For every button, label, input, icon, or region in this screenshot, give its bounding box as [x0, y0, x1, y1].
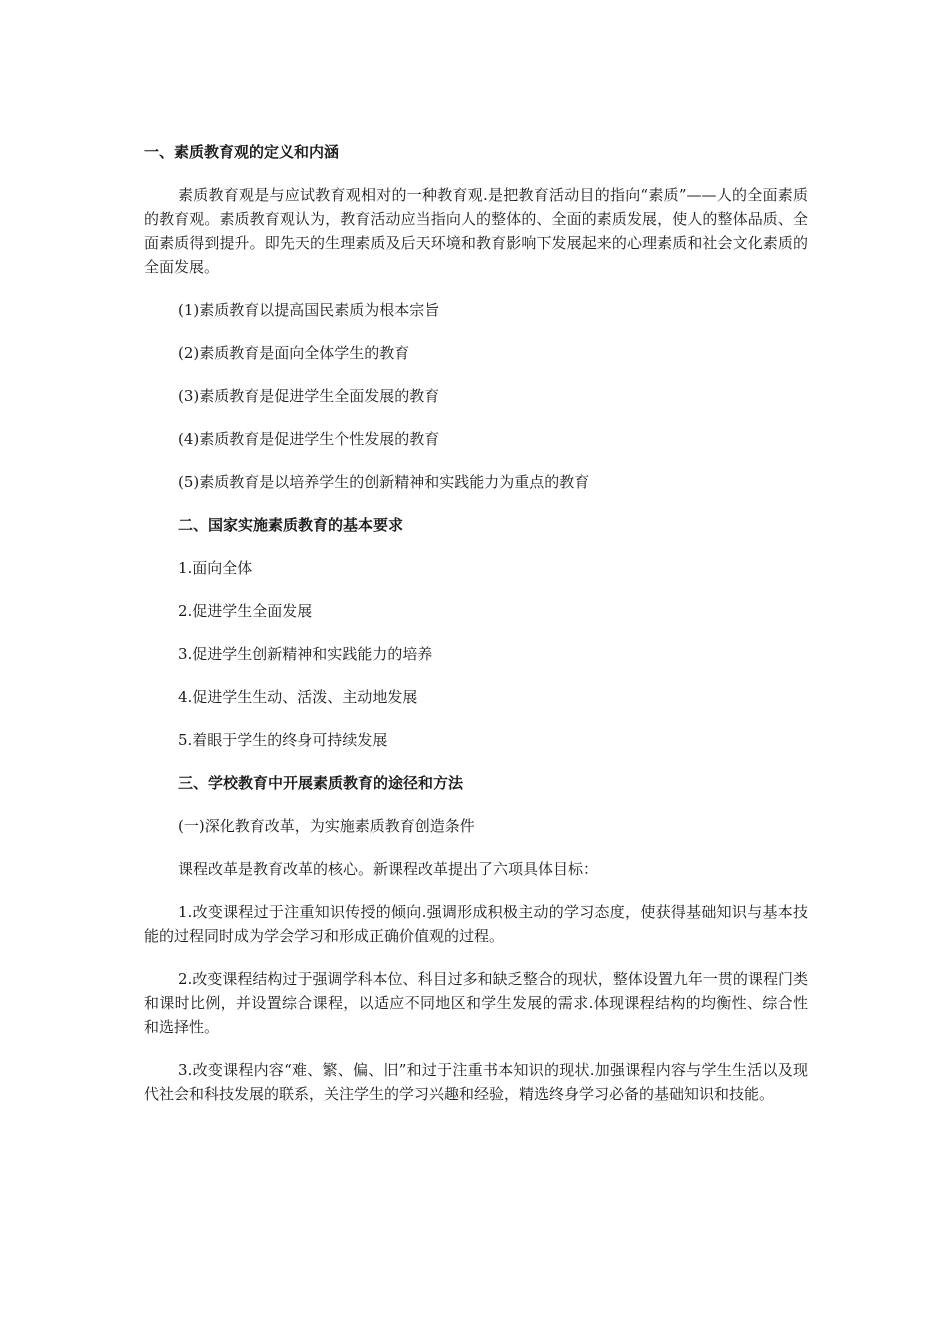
section3-goal-3: 3.改变课程内容“难、繁、偏、旧”和过于注重书本知识的现状.加强课程内容与学生生活以及现代社会和科技发展的联系，关注学生的学习兴趣和经验，精选终身学习必备的基础知识和技能。 — [144, 1061, 808, 1103]
section3-heading: 三、学校教育中开展素质教育的途径和方法 — [178, 774, 464, 792]
section2-item-2: 2.促进学生全面发展 — [178, 602, 313, 620]
section1-item-4: (4)素质教育是促进学生个性发展的教育 — [178, 430, 440, 448]
section2-item-5: 5.着眼于学生的终身可持续发展 — [178, 731, 388, 749]
section1-heading: 一、素质教育观的定义和内涵 — [144, 143, 340, 161]
section2-item-4: 4.促进学生生动、活泼、主动地发展 — [178, 688, 418, 706]
section1-paragraph: 素质教育观是与应试教育观相对的一种教育观.是把教育活动目的指向“素质”——人的全面素质的教育观。素质教育观认为，教育活动应当指向人的整体的、全面的素质发展，使人的整体品质、全面素质得到提升。即先天的生理素质及后天环境和教育影响下发展起来的心理素质和社会文化素质的全面发展。 — [144, 186, 808, 276]
section1-item-2: (2)素质教育是面向全体学生的教育 — [178, 344, 410, 362]
section2-item-3: 3.促进学生创新精神和实践能力的培养 — [178, 645, 433, 663]
section1-item-5: (5)素质教育是以培养学生的创新精神和实践能力为重点的教育 — [178, 473, 590, 491]
section1-item-1: (1)素质教育以提高国民素质为根本宗旨 — [178, 301, 440, 319]
section1-item-3: (3)素质教育是促进学生全面发展的教育 — [178, 387, 440, 405]
section3-subheading: (一)深化教育改革，为实施素质教育创造条件 — [178, 817, 475, 835]
document-page — [144, 140, 808, 1125]
section2-item-1: 1.面向全体 — [178, 559, 253, 577]
section3-goal-1: 1.改变课程过于注重知识传授的倾向.强调形成积极主动的学习态度，使获得基础知识与基本技能的过程同时成为学会学习和形成正确价值观的过程。 — [144, 903, 808, 945]
section3-goal-2: 2.改变课程结构过于强调学科本位、科目过多和缺乏整合的现状，整体设置九年一贯的课程门类和课时比例，并设置综合课程，以适应不同地区和学生发展的需求.体现课程结构的均衡性、综合性和选择性。 — [144, 970, 808, 1036]
section3-intro: 课程改革是教育改革的核心。新课程改革提出了六项具体目标： — [178, 860, 599, 878]
section2-heading: 二、国家实施素质教育的基本要求 — [178, 516, 404, 534]
